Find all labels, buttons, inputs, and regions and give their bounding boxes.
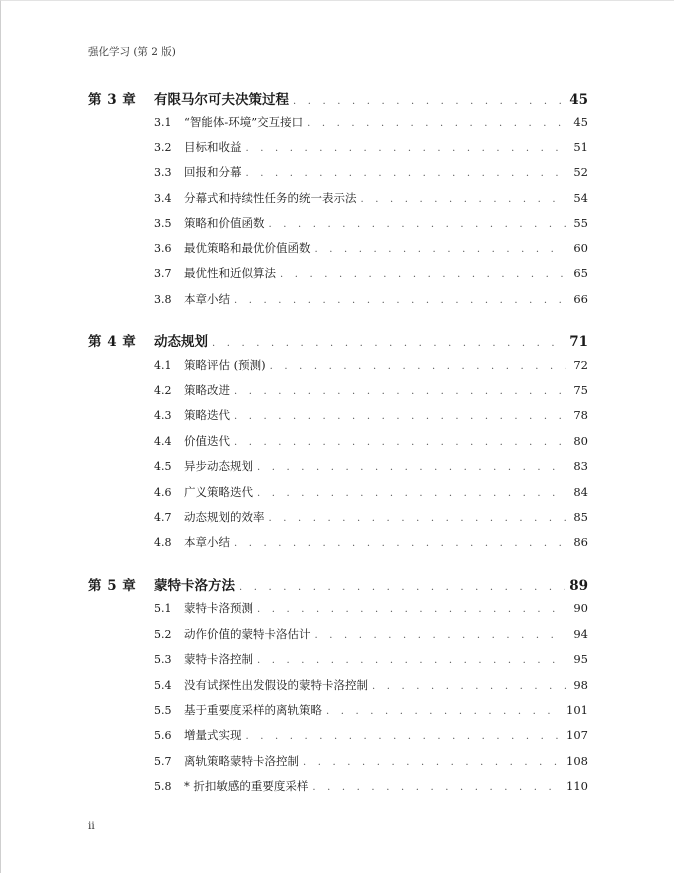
toc-section-4-1[interactable] (88, 357, 588, 373)
section-title: 价值迭代 (184, 434, 230, 448)
section-page: 84 (573, 485, 588, 499)
section-page: 51 (573, 140, 588, 154)
section-page: 78 (573, 408, 588, 422)
section-title: 动作价值的蒙特卡洛估计 (184, 627, 311, 641)
section-title: 本章小结 (184, 535, 230, 549)
chapter-title: 蒙特卡洛方法 (154, 578, 235, 594)
toc-chapter-3[interactable] (88, 88, 588, 106)
dot-leader (269, 513, 567, 524)
toc-section-3-7[interactable] (88, 265, 588, 281)
section-title: 蒙特卡洛预测 (184, 601, 253, 615)
section-number: 5.1 (154, 602, 172, 615)
dot-leader (246, 731, 563, 742)
section-page: 83 (573, 459, 588, 473)
section-title: 离轨策略蒙特卡洛控制 (184, 754, 299, 768)
section-title: 异步动态规划 (184, 459, 253, 473)
page-folio: ii (88, 820, 95, 832)
section-number: 4.2 (154, 384, 172, 397)
section-number: 5.3 (154, 653, 172, 666)
chapter-title: 有限马尔可夫决策过程 (154, 92, 289, 108)
section-page: 110 (566, 779, 588, 793)
section-page: 107 (566, 728, 588, 742)
dot-leader (270, 361, 566, 372)
section-page: 60 (573, 241, 588, 255)
section-page: 86 (573, 535, 588, 549)
section-page: 45 (573, 115, 588, 129)
dot-leader (212, 338, 565, 349)
dot-leader (234, 538, 566, 549)
section-number: 3.2 (154, 141, 172, 154)
toc-section-4-3[interactable] (88, 407, 588, 423)
section-number: 3.6 (154, 242, 172, 255)
toc-section-5-7[interactable] (88, 753, 588, 769)
section-title: 分幕式和持续性任务的统一表示法 (184, 191, 357, 205)
dot-leader (257, 462, 566, 473)
section-title: 增量式实现 (184, 728, 242, 742)
chapter-page: 45 (569, 92, 588, 108)
section-number: 3.8 (154, 293, 172, 306)
dot-leader (269, 219, 567, 230)
section-page: 54 (573, 191, 588, 205)
dot-leader (280, 269, 566, 280)
section-number: 3.3 (154, 166, 172, 179)
section-number: 5.2 (154, 628, 172, 641)
section-number: 5.7 (154, 755, 172, 768)
toc-section-3-6[interactable] (88, 240, 588, 256)
toc-section-5-2[interactable] (88, 626, 588, 642)
chapter-page: 89 (569, 578, 588, 594)
dot-leader (246, 143, 567, 154)
toc-section-3-1[interactable] (88, 114, 588, 130)
section-number: 4.7 (154, 511, 172, 524)
section-title: 策略迭代 (184, 408, 230, 422)
dot-leader (234, 411, 566, 422)
section-number: 3.1 (154, 116, 172, 129)
dot-leader (239, 582, 565, 593)
dot-leader (257, 604, 566, 615)
toc-section-5-1[interactable] (88, 600, 588, 616)
dot-leader (234, 386, 566, 397)
toc-section-4-4[interactable] (88, 433, 588, 449)
toc-section-5-6[interactable] (88, 727, 588, 743)
running-head: 强化学习 (第 2 版) (88, 46, 176, 58)
section-title: 策略改进 (184, 383, 230, 397)
chapter-title: 动态规划 (154, 334, 208, 350)
section-number: 5.4 (154, 679, 172, 692)
toc-section-4-5[interactable] (88, 458, 588, 474)
toc-section-3-3[interactable] (88, 164, 588, 180)
section-title: 本章小结 (184, 292, 230, 306)
section-page: 80 (573, 434, 588, 448)
chapter-number: 第 4 章 (88, 334, 137, 350)
section-title: 策略和价值函数 (184, 216, 265, 230)
chapter-number: 第 3 章 (88, 92, 137, 108)
section-number: 4.8 (154, 536, 172, 549)
section-number: 4.1 (154, 359, 172, 372)
section-number: 3.5 (154, 217, 172, 230)
toc-section-3-2[interactable] (88, 139, 588, 155)
section-title: 动态规划的效率 (184, 510, 265, 524)
section-page: 72 (573, 358, 588, 372)
toc-section-5-3[interactable] (88, 651, 588, 667)
section-number: 4.4 (154, 435, 172, 448)
section-page: 94 (573, 627, 588, 641)
dot-leader (361, 194, 567, 205)
dot-leader (257, 655, 566, 666)
toc-chapter-4[interactable] (88, 330, 588, 348)
section-title: 没有试探性出发假设的蒙特卡洛控制 (184, 678, 368, 692)
dot-leader (312, 782, 562, 793)
dot-leader (315, 244, 567, 255)
toc-section-5-4[interactable] (88, 677, 588, 693)
section-page: 95 (573, 652, 588, 666)
section-number: 5.6 (154, 729, 172, 742)
section-number: 4.5 (154, 460, 172, 473)
section-title: 回报和分幕 (184, 165, 242, 179)
toc-section-4-8[interactable] (88, 534, 588, 550)
dot-leader (293, 96, 565, 107)
chapter-number: 第 5 章 (88, 578, 137, 594)
section-page: 52 (573, 165, 588, 179)
section-title: * 折扣敏感的重要度采样 (184, 779, 309, 793)
toc-section-4-2[interactable] (88, 382, 588, 398)
section-number: 4.3 (154, 409, 172, 422)
section-page: 108 (566, 754, 588, 768)
section-number: 3.7 (154, 267, 172, 280)
section-page: 85 (573, 510, 588, 524)
dot-leader (246, 168, 567, 179)
section-number: 3.4 (154, 192, 172, 205)
toc-section-3-8[interactable] (88, 291, 588, 307)
section-number: 4.6 (154, 486, 172, 499)
section-number: 5.8 (154, 780, 172, 793)
section-number: 5.5 (154, 704, 172, 717)
dot-leader (234, 437, 566, 448)
section-title: 目标和收益 (184, 140, 242, 154)
dot-leader (303, 757, 562, 768)
dot-leader (307, 118, 566, 129)
toc-section-5-5[interactable] (88, 702, 588, 718)
section-title: “智能体-环境”交互接口 (184, 115, 304, 129)
section-title: 策略评估 (预测) (184, 358, 266, 372)
dot-leader (315, 630, 567, 641)
toc-chapter-5[interactable] (88, 574, 588, 592)
toc-section-4-6[interactable] (88, 484, 588, 500)
toc-section-3-5[interactable] (88, 215, 588, 231)
section-title: 基于重要度采样的离轨策略 (184, 703, 322, 717)
section-page: 65 (573, 266, 588, 280)
section-title: 广义策略迭代 (184, 485, 253, 499)
dot-leader (234, 295, 566, 306)
toc-section-4-7[interactable] (88, 509, 588, 525)
section-page: 101 (566, 703, 588, 717)
toc-section-5-8[interactable] (88, 778, 588, 794)
chapter-page: 71 (569, 334, 588, 350)
dot-leader (372, 681, 566, 692)
section-title: 蒙特卡洛控制 (184, 652, 253, 666)
dot-leader (257, 488, 566, 499)
section-page: 90 (573, 601, 588, 615)
section-page: 66 (573, 292, 588, 306)
section-page: 55 (573, 216, 588, 230)
dot-leader (326, 706, 562, 717)
section-title: 最优性和近似算法 (184, 266, 276, 280)
section-title: 最优策略和最优价值函数 (184, 241, 311, 255)
section-page: 98 (573, 678, 588, 692)
toc-section-3-4[interactable] (88, 190, 588, 206)
section-page: 75 (573, 383, 588, 397)
